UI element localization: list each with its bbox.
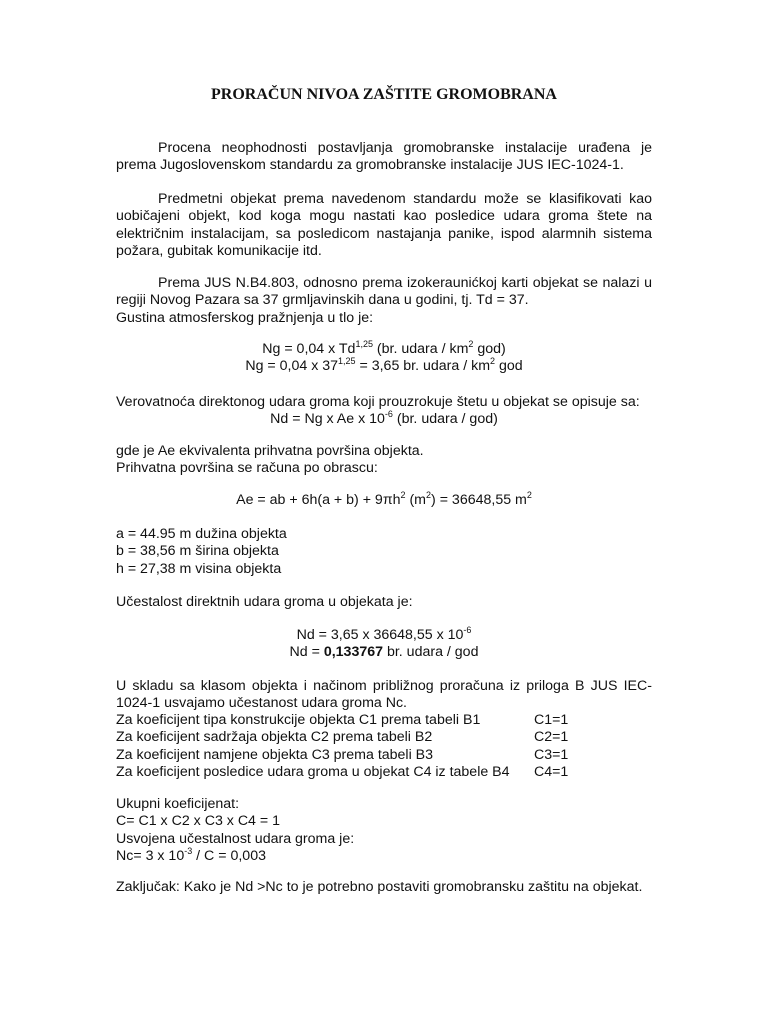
total-coefficient-label: Ukupni koeficijenat:: [116, 796, 240, 812]
conclusion-text: Zaključak: Kako je Nd >Nc to je potrebno postaviti gromobransku zaštitu na objekat.: [116, 879, 643, 895]
paragraph-classification: [116, 191, 652, 261]
adopted-frequency-label: Usvojena učestalnost udara groma je:: [116, 830, 355, 847]
document-title: PRORAČUN NIVOA ZAŠTITE GROMOBRANA: [211, 86, 557, 103]
dimension-b: b = 38,56 m širina objekta: [116, 543, 279, 560]
total-coefficient: [116, 796, 652, 866]
formula-nd-calc: Nd = 3,65 x 36648,55 x $10^{-6}$: [296, 625, 472, 643]
formula-ng-2: Ng = 0,04 x $37^{1,25} = 3,65$ br. udara / $km^2$ god: [245, 356, 523, 375]
formula-nd: Nd = Ng x Ae x $10^{-6}$ (br. udara / god): [270, 409, 498, 428]
paragraph-5: gde je Ae ekvivalenta prihvatna površina objekta.: [116, 443, 424, 459]
coefficient-row: Za koeficijent namjene objekta C3 prema tabeli B3 C3=1: [116, 746, 569, 763]
formula-nd-value: Nd = 0,133767 br. udara / god: [289, 644, 479, 661]
adopted-frequency-formula: Nc= 3 x $10^{-3} / C = 0,003$: [116, 846, 266, 865]
coefficient-row: Za koeficijent tipa konstrukcije objekta C1 prema tabeli B1 C1=1: [116, 712, 569, 728]
coefficient-list: [116, 712, 652, 782]
coefficient-row: Za koeficijent sadržaja objekta C2 prema tabeli B2 C2=1: [116, 729, 569, 746]
paragraph-3b: Gustina atmosferskog pražnjenja u tlo je:: [116, 309, 374, 326]
paragraph-class: [116, 678, 652, 713]
paragraph-5b: Prihvatna površina se računa po obrascu:: [116, 460, 378, 477]
paragraph-1: Procena neophodnosti postavljanja gromobranske instalacije urađena je prema Jugoslovenskom standardu za gromobranske instalacije JUS IEC-1024-1.: [116, 140, 652, 174]
formula-ng-1: Ng = 0,04 x Td$^{1,25}$ (br. udara / $km^2$ god): [262, 339, 506, 357]
paragraph-region: [116, 275, 652, 327]
paragraph-7: U skladu sa klasom objekta i načinom približnog proračuna iz priloga B JUS IEC-1024-1 usvajamo učestanost udara groma Nc.: [116, 678, 652, 712]
total-coefficient-formula: C= C1 x C2 x C3 x C4 = 1: [116, 813, 281, 830]
formula-ae: Ae = ab + $6h(a + b) + 9\pi h^2$ $(m^2) = 36648,55$ $m^2$: [236, 490, 532, 508]
paragraph-4: Verovatnoća direktonog udara groma koji prouzrokuje štetu u objekat se opisuje sa:: [116, 394, 640, 410]
formula-ng: [116, 341, 652, 376]
coefficient-row: Za koeficijent posledice udara groma u objekat C4 iz tabele B4 C4=1: [116, 764, 569, 781]
paragraph-3: Prema JUS N.B4.803, odnosno prema izokeraunićkoj karti objekat se nalazi u regiji Novog Pazara sa 37 grmljavinskih dana u godini, tj. Td = 37.: [116, 275, 652, 309]
dimension-h: h = 27,38 m visina objekta: [116, 560, 282, 577]
paragraph-6: Učestalost direktnih udara groma u objekata je:: [116, 594, 413, 610]
paragraph-frequency: [116, 594, 652, 611]
conclusion: [116, 879, 652, 896]
dimensions-list: [116, 526, 652, 578]
paragraph-probability: [116, 394, 652, 429]
formula-nd-result: [116, 627, 652, 662]
paragraph-2: Predmetni objekat prema navedenom standardu može se klasifikovati kao uobičajeni objekt, kod koga mogu nastati kao posledice udara groma štete na električnim instalacijam, sa posledicom nastajanja panike, ispod alarmnih sistema požara, gubitak komunikacije itd.: [116, 191, 652, 260]
paragraph-intro: [116, 140, 652, 175]
paragraph-area: [116, 443, 652, 478]
dimension-a: a = 44.95 m dužina objekta: [116, 526, 287, 542]
